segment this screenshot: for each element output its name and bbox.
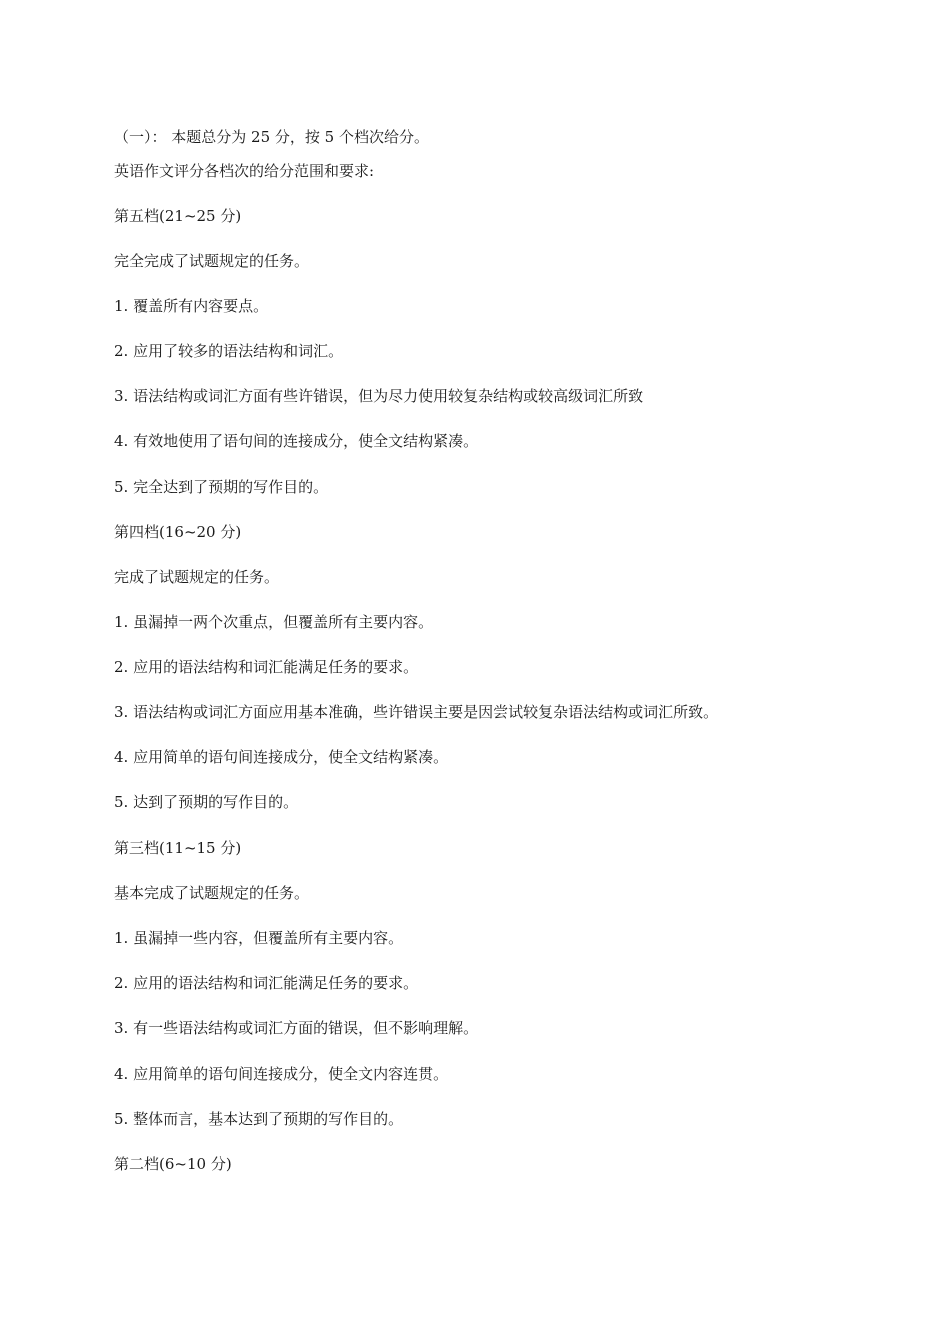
level-4-item-2: 2. 应用的语法结构和词汇能满足任务的要求。 [114,658,419,676]
level-5-item-4: 4. 有效地使用了语句间的连接成分，使全文结构紧凑。 [114,432,479,450]
level-4-item-5: 5. 达到了预期的写作目的。 [114,793,299,811]
level-3-heading: 第三档(11~15 分) [114,839,242,857]
level-5-item-5: 5. 完全达到了预期的写作目的。 [114,478,329,496]
level-5-item-3: 3. 语法结构或词汇方面有些许错误，但为尽力使用较复杂结构或较高级词汇所致 [114,387,644,405]
level-4-heading: 第四档(16~20 分) [114,523,242,541]
level-2-heading: 第二档(6~10 分) [114,1155,232,1173]
level-3-item-2: 2. 应用的语法结构和词汇能满足任务的要求。 [114,974,419,992]
level-3-item-1: 1. 虽漏掉一些内容，但覆盖所有主要内容。 [114,929,404,947]
level-3-item-4: 4. 应用简单的语句间连接成分，使全文内容连贯。 [114,1065,449,1083]
level-3-item-3: 3. 有一些语法结构或词汇方面的错误，但不影响理解。 [114,1019,479,1037]
level-4-item-4: 4. 应用简单的语句间连接成分，使全文结构紧凑。 [114,748,449,766]
intro-line: （一）： 本题总分为 25 分，按 5 个档次给分。 [114,128,429,146]
level-4-summary: 完成了试题规定的任务。 [114,568,280,586]
level-3-summary: 基本完成了试题规定的任务。 [114,884,310,902]
level-5-heading: 第五档(21~25 分) [114,207,242,225]
level-4-item-3: 3. 语法结构或词汇方面应用基本准确，些许错误主要是因尝试较复杂语法结构或词汇所致。 [114,703,719,721]
level-3-item-5: 5. 整体而言，基本达到了预期的写作目的。 [114,1110,404,1128]
criteria-subtitle: 英语作文评分各档次的给分范围和要求: [114,162,375,180]
level-5-item-2: 2. 应用了较多的语法结构和词汇。 [114,342,344,360]
level-4-item-1: 1. 虽漏掉一两个次重点，但覆盖所有主要内容。 [114,613,434,631]
level-5-summary: 完全完成了试题规定的任务。 [114,252,310,270]
level-5-item-1: 1. 覆盖所有内容要点。 [114,297,269,315]
